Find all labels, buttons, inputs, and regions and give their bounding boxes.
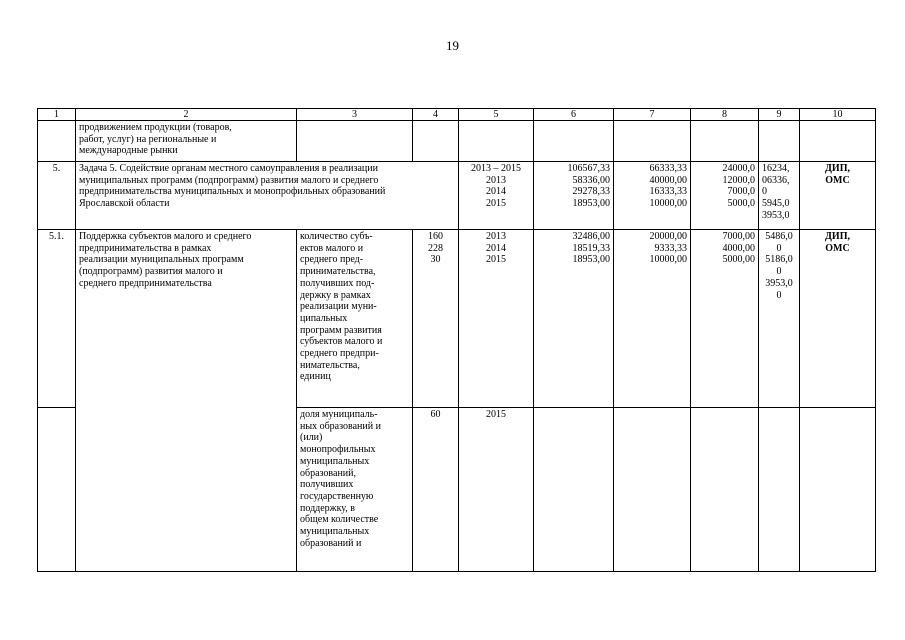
column-numbers-row xyxy=(38,109,876,121)
text-line: Задача 5. Содействие органам местного самоуправления в реализации xyxy=(79,163,378,174)
text-line: 16234, xyxy=(762,163,790,174)
measure-name xyxy=(76,230,297,572)
text-line: субъектов малого и xyxy=(300,336,383,348)
amount-col6 xyxy=(534,230,614,408)
text-line: 18953,00 xyxy=(572,198,610,210)
column-number: 6 xyxy=(534,109,614,121)
text-line: 18953,00 xyxy=(572,254,610,266)
text-line: 29278,33 xyxy=(572,186,610,198)
text-line: монопрофильных xyxy=(300,444,376,456)
text-line: муниципальных xyxy=(300,526,370,538)
text-line: 5186,0 xyxy=(765,254,793,266)
text-line: 2013 xyxy=(486,174,506,186)
text-line: ципальных xyxy=(300,312,348,324)
text-line: ДИП, xyxy=(825,231,850,242)
indicator-values xyxy=(413,230,459,408)
text-line: 0 xyxy=(776,266,782,278)
text-line: ОМС xyxy=(825,242,850,254)
text-line: 2014 xyxy=(486,242,506,254)
text-line: предпринимательства в рамках xyxy=(79,242,212,254)
text-line: 16333,33 xyxy=(649,186,687,198)
text-line: (подпрограмм) развития малого и xyxy=(79,266,223,278)
text-line: ДИП, xyxy=(825,163,850,174)
text-line: предпринимательства муниципальных и монопрофильных образований xyxy=(79,186,386,198)
text-line: Поддержка субъектов малого и среднего xyxy=(79,231,252,242)
text-line: 228 xyxy=(428,242,443,254)
indicator-value: 60 xyxy=(413,408,459,572)
amount-col8 xyxy=(691,230,759,408)
text-line: 20000,00 xyxy=(649,231,687,242)
text-line: среднего пред- xyxy=(300,254,364,266)
text-line: 12000,0 xyxy=(722,174,755,186)
text-line: поддержку, в xyxy=(300,502,356,514)
text-line: единиц xyxy=(300,371,331,383)
column-number: 4 xyxy=(413,109,459,121)
text-line: 0 xyxy=(776,242,782,254)
program-table xyxy=(37,108,876,572)
text-line: Ярославской области xyxy=(79,198,170,210)
text-line: 9333,33 xyxy=(654,242,687,254)
table-row xyxy=(38,230,876,408)
text-line: 06336, xyxy=(762,174,790,186)
row-cont-description xyxy=(76,121,297,162)
text-line: программ развития xyxy=(300,324,382,336)
text-line: 30 xyxy=(430,254,441,266)
column-number: 3 xyxy=(297,109,413,121)
row-number: 5.1. xyxy=(38,230,76,408)
text-line: 160 xyxy=(428,231,443,242)
text-line: общем количестве xyxy=(300,514,379,526)
text-line: 0 xyxy=(762,186,767,198)
text-line: 106567,33 xyxy=(567,163,610,174)
column-number: 9 xyxy=(759,109,800,121)
text-line: 10000,00 xyxy=(649,198,687,210)
executor-cell xyxy=(800,162,876,230)
column-number: 5 xyxy=(459,109,534,121)
text-line: 2015 xyxy=(486,254,506,266)
amount-col9 xyxy=(759,230,800,408)
text-line: количество субъ- xyxy=(300,231,373,242)
executor-cell xyxy=(800,230,876,408)
text-line: 10000,00 xyxy=(649,254,687,266)
text-line: 4000,00 xyxy=(722,242,755,254)
table-row xyxy=(38,162,876,230)
text-line: 0 xyxy=(776,289,782,301)
text-line: среднего предпринимательства xyxy=(79,277,212,289)
years-cell xyxy=(459,230,534,408)
text-line: 3953,0 xyxy=(762,209,790,221)
text-line: принимательства, xyxy=(300,266,376,278)
text-line: ных образований и xyxy=(300,420,381,432)
amount-col9 xyxy=(759,162,800,230)
text-line: 24000,0 xyxy=(722,163,755,174)
text-line: 2015 xyxy=(486,198,506,210)
task-title xyxy=(76,162,459,230)
text-line: 3953,0 xyxy=(765,277,793,289)
text-line: держку в рамках xyxy=(300,289,371,301)
column-number: 10 xyxy=(800,109,876,121)
text-line: образований, xyxy=(300,467,357,479)
text-line: 2013 xyxy=(486,231,506,242)
text-line: 32486,00 xyxy=(572,231,610,242)
text-line: 2013 – 2015 xyxy=(471,163,521,174)
text-line: муниципальных программ (подпрограмм) развития малого и среднего xyxy=(79,174,379,186)
row-number: 5. xyxy=(38,162,76,230)
amount-col7 xyxy=(614,162,691,230)
text-line: 66333,33 xyxy=(649,163,687,174)
text-line: 5000,0 xyxy=(727,198,755,210)
indicator-cell xyxy=(297,230,413,408)
year-cell: 2015 xyxy=(459,408,534,572)
text-line: государственную xyxy=(300,490,374,502)
text-line: реализации муниципальных программ xyxy=(79,254,244,266)
text-line: муниципальных xyxy=(300,455,370,467)
text-line: ОМС xyxy=(825,174,850,186)
text-line: 5945,0 xyxy=(762,198,790,210)
text-line: 5000,00 xyxy=(722,254,755,266)
text-line: 7000,00 xyxy=(722,231,755,242)
table-row xyxy=(38,121,876,162)
text-line: получивших xyxy=(300,479,354,491)
text-line: 5486,0 xyxy=(765,231,793,242)
column-number: 7 xyxy=(614,109,691,121)
text-line: реализации муни- xyxy=(300,301,377,313)
page-number: 19 xyxy=(446,38,459,53)
text-line: продвижением продукции (товаров, xyxy=(79,122,232,133)
amount-col8 xyxy=(691,162,759,230)
years-cell xyxy=(459,162,534,230)
column-number: 2 xyxy=(76,109,297,121)
text-line: ектов малого и xyxy=(300,242,364,254)
amount-col7 xyxy=(614,230,691,408)
amount-col6 xyxy=(534,162,614,230)
text-line: 58336,00 xyxy=(572,174,610,186)
column-number: 1 xyxy=(38,109,76,121)
text-line: международные рынки xyxy=(79,145,178,157)
text-line: 7000,0 xyxy=(727,186,755,198)
text-line: среднего предпри- xyxy=(300,348,379,360)
column-number: 8 xyxy=(691,109,759,121)
text-line: доля муниципаль- xyxy=(300,409,378,420)
text-line: работ, услуг) на региональные и xyxy=(79,133,217,145)
text-line: (или) xyxy=(300,432,323,444)
text-line: 2014 xyxy=(486,186,506,198)
text-line: 40000,00 xyxy=(649,174,687,186)
text-line: 18519,33 xyxy=(572,242,610,254)
text-line: образований и xyxy=(300,537,362,549)
text-line: получивших под- xyxy=(300,277,375,289)
text-line: нимательства, xyxy=(300,359,360,371)
indicator-cell xyxy=(297,408,413,572)
